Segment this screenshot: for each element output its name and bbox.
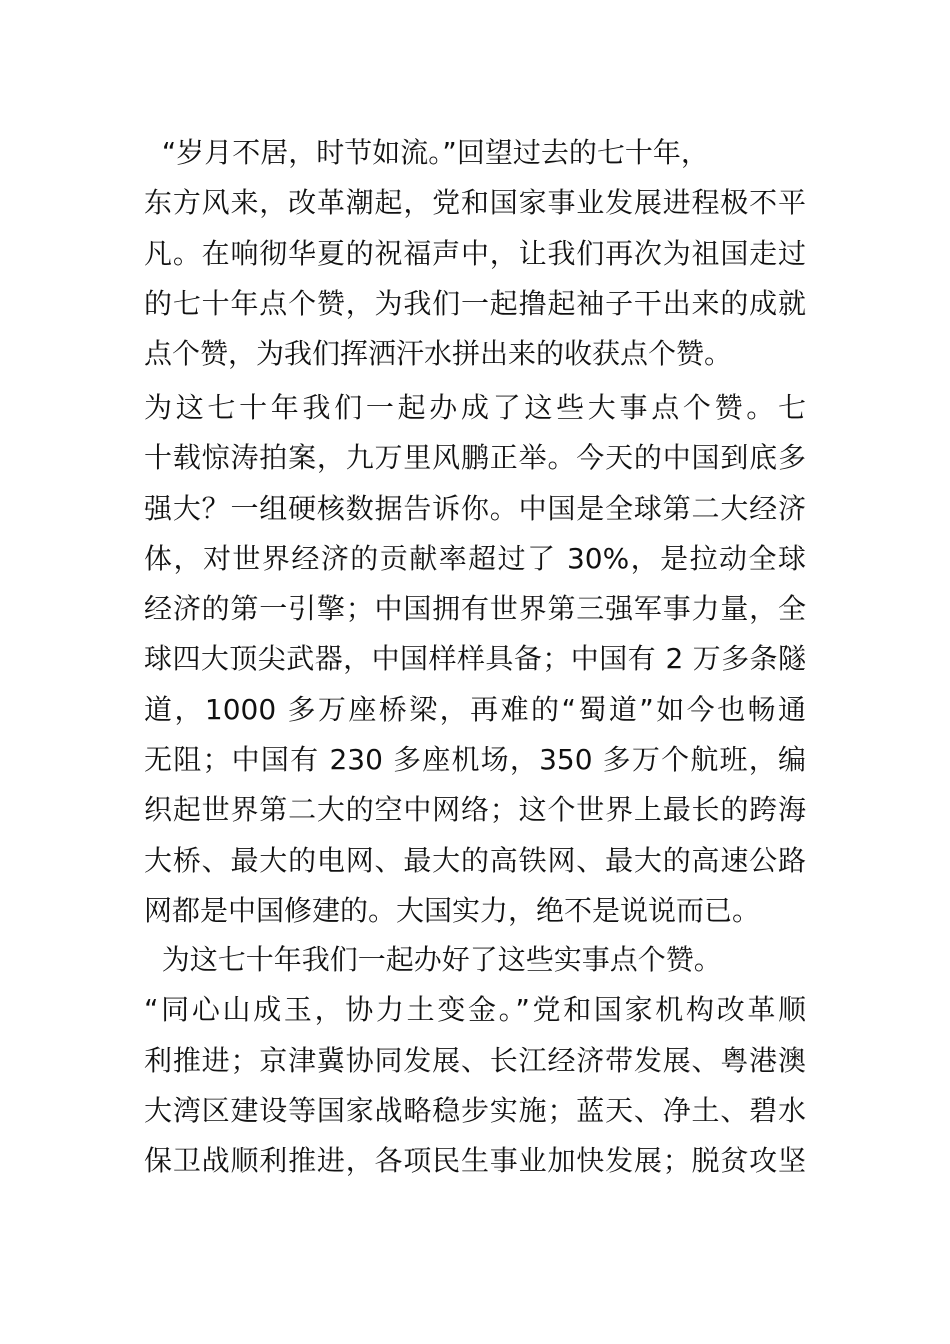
- paragraph-3: [144, 935, 806, 1186]
- paragraph-line: 的七十年点个赞，为我们一起撸起袖子干出来的成就: [144, 286, 806, 320]
- paragraph-line: 经济的第一引擎；中国拥有世界第三强军事力量，全: [144, 592, 806, 626]
- paragraph-line: “岁月不居，时节如流。”回望过去的七十年，: [144, 136, 709, 169]
- paragraph-line: 十载惊涛拍案，九万里风鹏正举。今天的中国到底多: [144, 441, 806, 475]
- paragraph-line: “同心山成玉，协力土变金。”党和国家机构改革顺: [144, 993, 806, 1027]
- paragraph-line: 道，1000 多万座桥梁，再难的“蜀道”如今也畅通: [144, 692, 806, 726]
- paragraph-line: 织起世界第二大的空中网络；这个世界上最长的跨海: [144, 793, 806, 827]
- paragraph-line: 为这七十年我们一起办好了这些实事点个赞。: [144, 943, 722, 976]
- paragraph-line: 网都是中国修建的。大国实力，绝不是说说而已。: [144, 893, 761, 927]
- paragraph-line: 强大？一组硬核数据告诉你。中国是全球第二大经济: [144, 491, 806, 525]
- paragraph-line: 保卫战顺利推进，各项民生事业加快发展；脱贫攻坚: [144, 1144, 806, 1178]
- paragraph-line: 体，对世界经济的贡献率超过了 30%，是拉动全球: [144, 541, 806, 575]
- paragraph-line: 东方风来，改革潮起，党和国家事业发展进程极不平: [144, 186, 806, 220]
- paragraph-line: 利推进；京津冀协同发展、长江经济带发展、粤港澳: [144, 1043, 806, 1077]
- paragraph-line: 凡。在响彻华夏的祝福声中，让我们再次为祖国走过: [144, 236, 806, 270]
- paragraph-line: 大桥、最大的电网、最大的高铁网、最大的高速公路: [144, 843, 806, 877]
- paragraph-line: 点个赞，为我们挥洒汗水拼出来的收获点个赞。: [144, 337, 733, 371]
- paragraph-2: [144, 383, 806, 936]
- paragraph-line: 大湾区建设等国家战略稳步实施；蓝天、净土、碧水: [144, 1093, 806, 1127]
- paragraph-line: 为这七十年我们一起办成了这些大事点个赞。七: [144, 391, 806, 424]
- paragraph-line: 球四大顶尖武器，中国样样具备；中国有 2 万多条隧: [144, 642, 806, 676]
- paragraph-1: [144, 128, 806, 379]
- paragraph-line: 无阻；中国有 230 多座机场，350 多万个航班，编: [144, 743, 806, 777]
